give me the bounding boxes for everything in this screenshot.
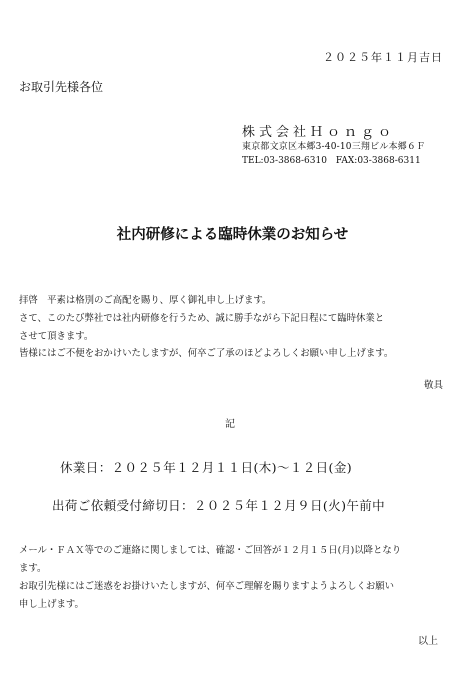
note-line: お取引先様にはご迷惑をお掛けいたしますが、何卒ご理解を賜りますようよろしくお願い	[19, 581, 395, 592]
ki-marker: 記	[225, 419, 235, 430]
greeting-line: 皆様にはご不便をおかけいたしますが、何卒ご了承のほどよろしくお願い申し上げます。	[19, 348, 394, 359]
document-title: 社内研修による臨時休業のお知らせ	[116, 227, 349, 243]
closing-keigu: 敬具	[423, 380, 443, 391]
holiday-dates: 休業日：２０２５年１２月１１日(木)～１２日(金)	[60, 460, 353, 475]
issue-date: ２０２５年１１月吉日	[323, 51, 443, 64]
note-line: 申し上げます。	[19, 599, 84, 610]
company-contact: TEL:03-3868-6310 FAX:03-3868-6311	[242, 156, 421, 166]
order-deadline: 出荷ご依頼受付締切日：２０２５年１２月９日(火)午前中	[52, 498, 386, 513]
note-line: ます。	[19, 563, 47, 574]
addressee: お取引先様各位	[19, 80, 104, 94]
greeting-line: させて頂きます。	[19, 331, 94, 342]
greeting-line: さて、このたび弊社では社内研修を行うため、誠に勝手ながら下記日程にて臨時休業と	[19, 313, 385, 324]
closing-ijo: 以上	[418, 636, 438, 647]
company-name: 株式会社Ｈｏｎｇｏ	[242, 125, 396, 140]
greeting-line: 拝啓 平素は格別のご高配を賜り、厚く御礼申し上げます。	[19, 295, 272, 306]
note-line: メール・ＦＡＸ等でのご連絡に関しましては、確認・ご回答が１２月１５日(月)以降となり	[19, 545, 402, 556]
company-address: 東京都文京区本郷3-40-10三翔ビル本郷６Ｆ	[242, 142, 426, 152]
